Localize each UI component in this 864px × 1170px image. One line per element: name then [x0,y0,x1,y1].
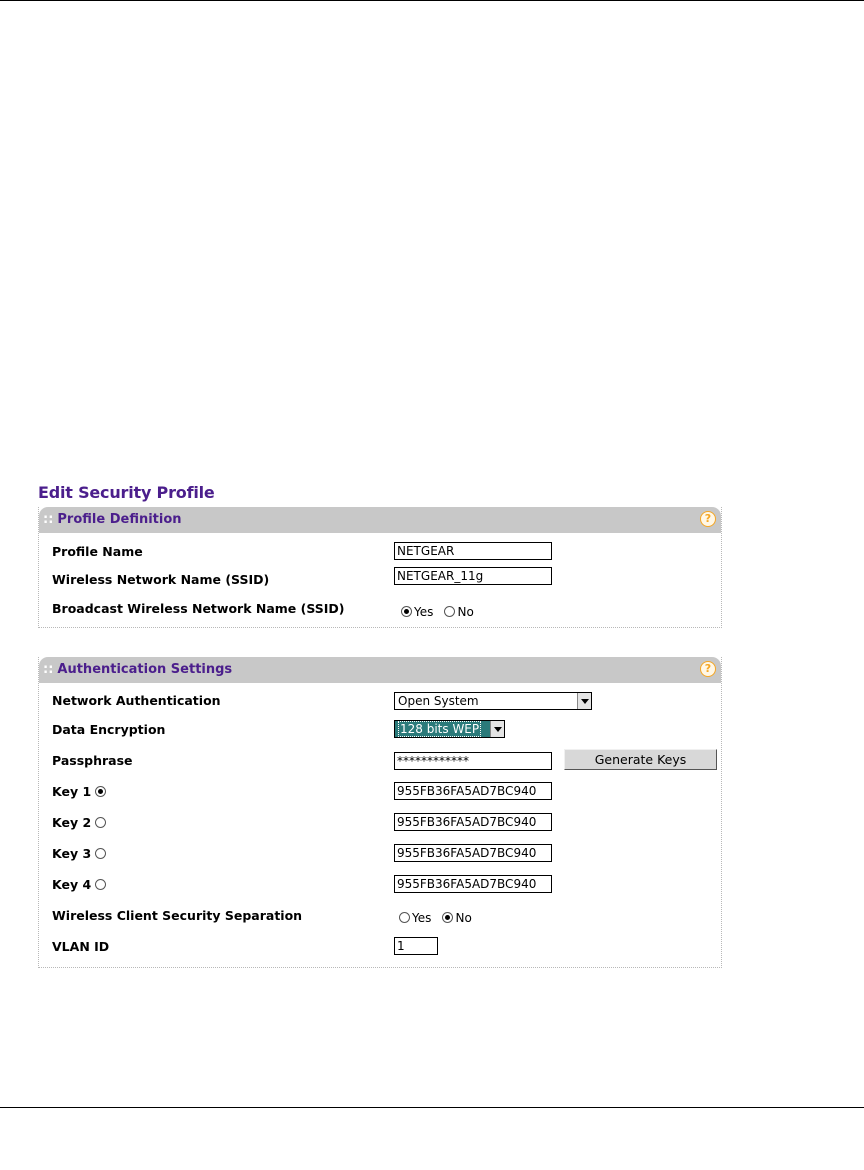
ssid-label: Wireless Network Name (SSID) [52,572,270,587]
separation-no-radio[interactable] [442,912,453,923]
header-prefix: :: [43,512,54,527]
header-prefix: :: [43,662,54,677]
network-auth-value: Open System [398,694,479,708]
key-row [39,776,721,807]
network-auth-row [39,685,721,716]
profile-name-label: Profile Name [52,544,143,559]
authentication-title: Authentication Settings [57,662,233,677]
key-1-radio[interactable] [95,786,106,797]
help-icon[interactable]: ? [700,511,716,527]
broadcast-no-radio[interactable] [444,606,455,617]
profile-definition-header [39,507,721,533]
ssid-row [39,564,721,595]
key-4-radio[interactable] [95,879,106,890]
key-1-label: Key 1 [52,784,92,799]
key-4-label: Key 4 [52,877,92,892]
broadcast-yes-label: Yes [414,604,434,619]
vlan-label: VLAN ID [52,939,110,954]
broadcast-yes-radio[interactable] [401,606,412,617]
separation-row [39,900,721,931]
key-label [52,877,106,892]
key-4-input[interactable]: 955FB36FA5AD7BC940 [394,875,552,893]
key-1-input[interactable]: 955FB36FA5AD7BC940 [394,782,552,800]
bottom-rule [0,1107,864,1108]
authentication-header [39,657,721,683]
key-row [39,869,721,900]
vlan-input[interactable]: 1 [394,937,438,955]
generate-keys-button[interactable]: Generate Keys [564,749,717,770]
key-2-label: Key 2 [52,815,92,830]
key-2-radio[interactable] [95,817,106,828]
key-2-input[interactable]: 955FB36FA5AD7BC940 [394,813,552,831]
separation-no-label: No [455,910,472,925]
profile-name-input[interactable]: NETGEAR [394,542,552,560]
data-encryption-label: Data Encryption [52,722,166,737]
profile-definition-title: Profile Definition [57,512,182,527]
passphrase-row [39,745,721,776]
key-3-label: Key 3 [52,846,92,861]
top-rule [0,0,864,1]
ssid-input[interactable]: NETGEAR_11g [394,567,552,585]
data-encryption-row [39,714,721,745]
broadcast-row [39,595,721,626]
data-encryption-select[interactable] [394,720,505,738]
key-label [52,815,106,830]
passphrase-label: Passphrase [52,753,133,768]
broadcast-label: Broadcast Wireless Network Name (SSID) [52,601,345,616]
vlan-row [39,931,721,962]
help-icon[interactable]: ? [700,661,716,677]
key-label [52,784,106,799]
page-title: Edit Security Profile [38,483,215,502]
chevron-down-icon[interactable] [577,693,591,709]
separation-yes-radio[interactable] [399,912,410,923]
profile-definition-section [38,507,722,628]
separation-yes-label: Yes [412,910,432,925]
key-label [52,846,106,861]
authentication-section [38,657,722,968]
key-row [39,807,721,838]
passphrase-input[interactable]: ************ [394,752,552,770]
separation-label: Wireless Client Security Separation [52,908,303,923]
key-3-input[interactable]: 955FB36FA5AD7BC940 [394,844,552,862]
chevron-down-icon[interactable] [490,721,504,737]
network-auth-select[interactable] [394,692,592,710]
broadcast-no-label: No [457,604,474,619]
key-row [39,838,721,869]
key-3-radio[interactable] [95,848,106,859]
data-encryption-value: 128 bits WEP [400,722,480,736]
network-auth-label: Network Authentication [52,693,221,708]
profile-name-row [39,536,721,567]
